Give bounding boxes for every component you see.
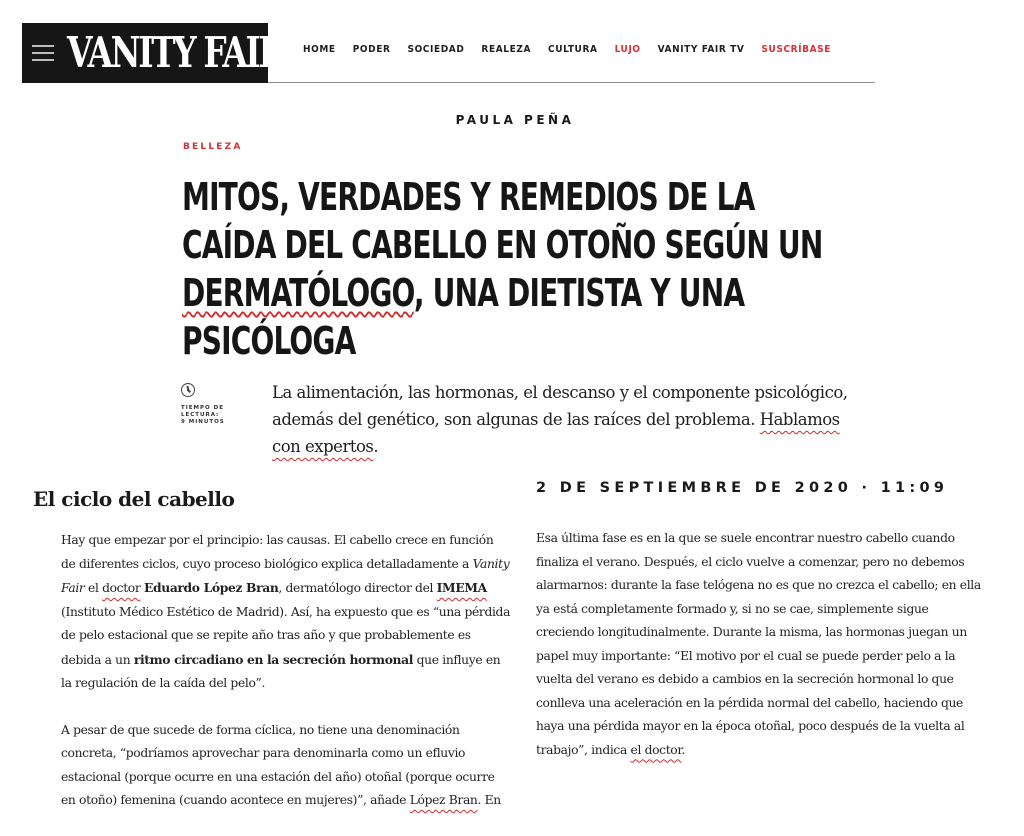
- text: Hay que empezar por el principio: las causas. El cabello crece en función de diferentes ciclos, cuyo proceso biológico explica detalladamente a: [61, 533, 494, 571]
- clock-icon: [181, 383, 195, 397]
- text: . En: [477, 793, 501, 807]
- text: .: [681, 742, 686, 757]
- paragraph: [61, 529, 511, 696]
- dek-end: .: [373, 437, 379, 456]
- reading-time: [181, 383, 241, 426]
- text: (Instituto Médico Estético de Madrid). Así, ha expuesto que es “una pérdida de pelo estacional que se repite año tras año y que probablemente es debida a un: [61, 604, 511, 667]
- spellcheck-word: el doctor: [630, 742, 682, 757]
- nav-divider: [268, 82, 875, 83]
- title-spellcheck-word: DERMATÓLOGO: [182, 271, 414, 315]
- section-heading: El ciclo del cabello: [33, 487, 235, 511]
- text: que influye en la regulación de la caída del pelo”.: [61, 652, 501, 690]
- title-text-2: , UNA DIETISTA Y UNA PSICÓLOGA: [182, 271, 745, 363]
- body-left-column: [61, 529, 511, 836]
- text: el: [84, 581, 103, 595]
- publish-date: 2 DE SEPTIEMBRE DE 2020 · 11:09: [536, 480, 949, 496]
- title-text-1: MITOS, VERDADES Y REMEDIOS DE LA CAÍDA DEL CABELLO EN OTOÑO SEGÚN UN: [182, 175, 823, 267]
- nav-item-cultura[interactable]: CULTURA: [548, 44, 598, 55]
- nav-item-suscribase[interactable]: SUSCRÍBASE: [761, 44, 832, 55]
- text: , dermatólogo director del: [278, 581, 437, 595]
- nav-item-home[interactable]: HOME: [303, 44, 336, 55]
- main-nav: [303, 44, 848, 55]
- site-header-logo-box: [22, 23, 284, 83]
- reading-time-line2: LECTURA:: [181, 412, 220, 418]
- reading-time-line3: 9 MINUTOS: [181, 419, 225, 425]
- author-byline: [0, 113, 1024, 127]
- nav-item-sociedad[interactable]: SOCIEDAD: [407, 44, 465, 55]
- italic-text: Vanity Fair: [61, 556, 510, 595]
- text: A pesar de que sucede de forma cíclica, no tiene una denominación concreta, “podríamos aprovechar para denominarla como un efluvio estacional (porque ocurre en una estación del año) otoñal (porque ocurre en otoño) femenina (cuando acontece en mujeres)”, añade: [61, 722, 495, 807]
- nav-item-vanity-fair-tv[interactable]: VANITY FAIR TV: [657, 44, 745, 55]
- body-right-column: [536, 527, 986, 785]
- paragraph: [536, 527, 986, 762]
- dek-text: La alimentación, las hormonas, el descanso y el componente psicológico, además del genético, son algunas de las raíces del problema.: [272, 383, 848, 429]
- paragraph: [61, 719, 511, 813]
- spellcheck-word: López Bran: [409, 793, 478, 807]
- category-label[interactable]: BELLEZA: [183, 142, 243, 152]
- nav-item-realeza[interactable]: REALEZA: [481, 44, 532, 55]
- spellcheck-word: doctor: [102, 581, 141, 595]
- bold-phrase: ritmo circadiano en la secreción hormonal: [133, 651, 414, 667]
- bold-org: IMEMA: [436, 580, 487, 595]
- bold-name: Eduardo López Bran: [143, 580, 279, 595]
- article-dek: [272, 379, 852, 460]
- nav-item-lujo[interactable]: LUJO: [614, 44, 641, 55]
- author-name[interactable]: PAULA PEÑA: [455, 113, 575, 127]
- text: Esa última fase es en la que se suele encontrar nuestro cabello cuando finaliza el verano. Después, el ciclo vuelve a comenzar, pero no debemos alarmarnos: durante la fase telógena no es que no crezca el cabello; en ella ya está completamente formado y, si no se cae, simplemente sigue creciendo longitudinalmente. Durante la misma, las hormonas juegan un papel muy importante: “El motivo por el cual se puede perder pelo a la vuelta del verano es debido a cambios en la secreción hormonal lo que conlleva una aceleración en la pérdida normal del cabello, haciendo que haya una pérdida mayor en la época otoñal, poco después de la vuelta al trabajo”, indica: [536, 531, 981, 757]
- dek-spellcheck-phrase: Hablamos con expertos: [272, 410, 840, 456]
- nav-item-poder[interactable]: PODER: [352, 44, 391, 55]
- site-logo[interactable]: VANITY FAIR: [67, 28, 284, 77]
- hamburger-icon[interactable]: [32, 45, 54, 61]
- article-title: [182, 173, 838, 365]
- reading-time-line1: TIEMPO DE: [181, 405, 224, 411]
- reading-time-label: [181, 405, 241, 426]
